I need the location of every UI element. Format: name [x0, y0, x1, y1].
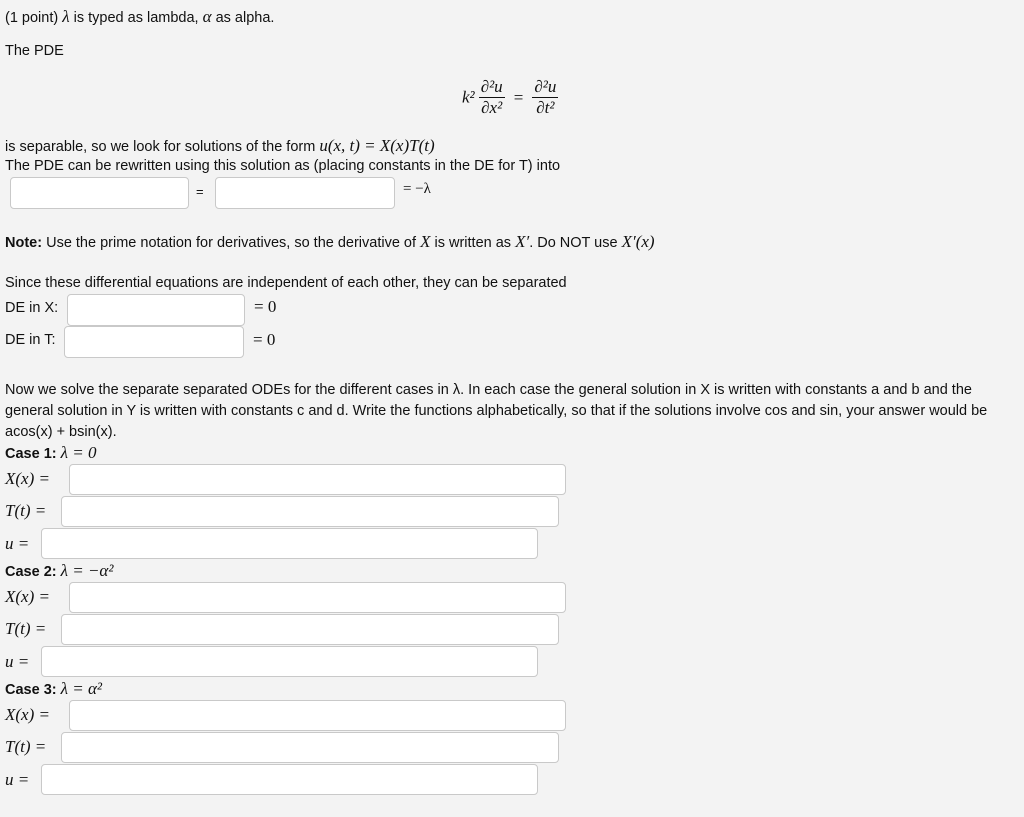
rewrite-x-input[interactable]	[10, 177, 189, 209]
pde-equation	[462, 78, 558, 117]
lambda-symbol: λ	[62, 7, 70, 26]
lambda-note: is typed as lambda,	[73, 10, 199, 26]
de-t-label: DE in T:	[5, 332, 56, 348]
de-x-eq-zero: = 0	[254, 297, 277, 316]
case-3-x-label: X(x) =	[5, 705, 50, 724]
rewrite-t-input[interactable]	[215, 177, 395, 209]
solve-paragraph: Now we solve the separate separated ODEs for the different cases in λ. In each case the general solution in X is written with constants a and b and the general solution in Y is written with constants c and d. Write the functions alphabetically, so that if the solutions involve cos and sin, your answer would be acos(x) + bsin(x).	[5, 382, 988, 440]
rewrite-text: The PDE can be rewritten using this solution as (placing constants in the DE for T) into	[5, 158, 561, 174]
case-3-x-input[interactable]	[69, 700, 566, 731]
note-text-c: . Do NOT use	[529, 235, 618, 251]
case-1-condition: λ = 0	[60, 443, 97, 462]
case-1-x-label: X(x) =	[5, 469, 50, 488]
alpha-note: as alpha.	[215, 10, 275, 26]
case-3-label: Case 3:	[5, 682, 57, 698]
case-2-heading	[5, 561, 113, 581]
de-t-eq-zero: = 0	[253, 330, 276, 349]
alpha-symbol: α	[202, 7, 212, 26]
case-2-t-label: T(t) =	[5, 619, 47, 638]
case-2-u-input[interactable]	[41, 646, 538, 677]
case-3-u-label: u =	[5, 770, 30, 789]
case-2-condition: λ = −α²	[60, 561, 114, 580]
rewrite-end-equals: = −λ	[403, 181, 431, 197]
note-text-b: is written as	[434, 235, 512, 251]
pde-intro: The PDE	[5, 43, 64, 59]
note-x: X	[420, 232, 431, 251]
case-3-u-input[interactable]	[41, 764, 538, 795]
case-3-t-input[interactable]	[61, 732, 559, 763]
pde-lhs-numerator: ∂²u	[480, 77, 503, 96]
case-2-x-input[interactable]	[69, 582, 566, 613]
case-3-heading	[5, 679, 102, 699]
case-2-t-input[interactable]	[61, 614, 559, 645]
pde-lhs-denominator: ∂x²	[481, 98, 503, 117]
case-3-t-label: T(t) =	[5, 737, 47, 756]
pde-rhs-denominator: ∂t²	[536, 98, 555, 117]
note-line	[5, 232, 655, 252]
case-1-x-input[interactable]	[69, 464, 566, 495]
case-1-label: Case 1:	[5, 446, 57, 462]
note-x-prime: X′	[515, 232, 530, 251]
case-1-t-label: T(t) =	[5, 501, 47, 520]
de-x-input[interactable]	[67, 294, 245, 326]
case-2-label: Case 2:	[5, 564, 57, 580]
point-label: (1 point)	[5, 10, 59, 26]
case-1-t-input[interactable]	[61, 496, 559, 527]
de-t-input[interactable]	[64, 326, 244, 358]
note-label: Note:	[5, 235, 43, 251]
separable-text: is separable, so we look for solutions of the form	[5, 139, 316, 155]
de-x-label: DE in X:	[5, 300, 59, 316]
note-text-a: Use the prime notation for derivatives, so the derivative of	[46, 235, 417, 251]
pde-equals: =	[513, 87, 524, 107]
problem-header	[5, 7, 274, 27]
case-1-u-input[interactable]	[41, 528, 538, 559]
pde-k-squared: k²	[462, 87, 475, 107]
pde-rhs-fraction	[532, 78, 558, 117]
case-1-heading	[5, 443, 96, 463]
case-1-u-label: u =	[5, 534, 30, 553]
case-2-u-label: u =	[5, 652, 30, 671]
separable-line	[5, 136, 435, 156]
case-3-condition: λ = α²	[60, 679, 102, 698]
pde-lhs-fraction	[479, 78, 505, 117]
note-x-prime-x: X′(x)	[621, 232, 655, 251]
separated-intro: Since these differential equations are independent of each other, they can be separated	[5, 275, 567, 291]
rewrite-mid-equals: =	[196, 184, 204, 199]
case-2-x-label: X(x) =	[5, 587, 50, 606]
separable-form: u(x, t) = X(x)T(t)	[319, 136, 435, 155]
pde-rhs-numerator: ∂²u	[534, 77, 557, 96]
